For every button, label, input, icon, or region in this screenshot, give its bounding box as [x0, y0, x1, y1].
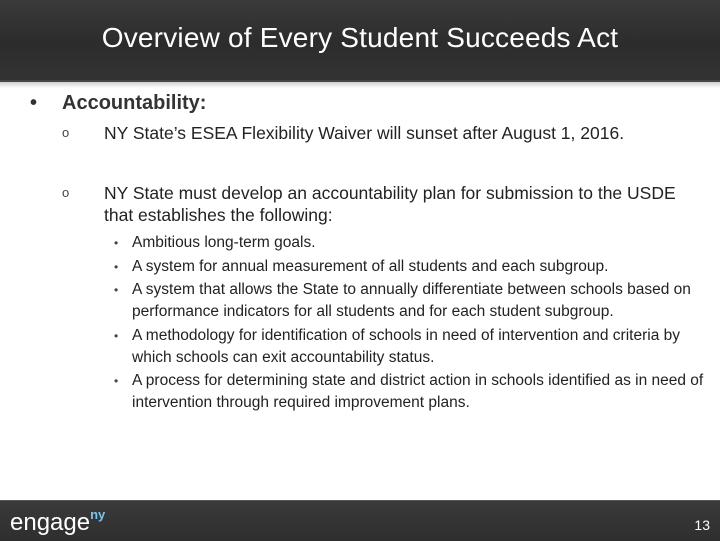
subpoint-item — [114, 370, 704, 414]
subpoint-text: A system that allows the State to annually differentiate between schools based on performance indicators for all students and for each student subgroup. — [132, 281, 691, 321]
circle-bullet-icon: o — [62, 125, 70, 140]
point-text: NY State’s ESEA Flexibility Waiver will sunset after August 1, 2016. — [104, 123, 625, 143]
point-text: NY State must develop an accountability plan for submission to the USDE that establishes the following: — [104, 183, 676, 225]
subpoint-text: A methodology for identification of schools in need of intervention and criteria by which schools can exit accountability status. — [132, 326, 680, 366]
heading-accountability — [30, 92, 206, 115]
subpoint-item — [114, 279, 704, 323]
slide-title: Overview of Every Student Succeeds Act — [101, 22, 619, 53]
logo-superscript: ny — [90, 507, 106, 522]
bullet-icon: • — [114, 374, 119, 389]
circle-bullet-icon: o — [62, 185, 70, 200]
subpoint-text: Ambitious long-term goals. — [132, 234, 316, 251]
slide-footer — [0, 500, 720, 541]
subpoint-text: A process for determining state and district action in schools identified as in need of intervention through required improvement plans. — [132, 372, 704, 412]
heading-text: Accountability: — [62, 92, 207, 114]
slide-header — [0, 0, 720, 82]
slide-number: 13 — [694, 517, 710, 533]
bullet-icon: • — [114, 236, 119, 250]
subpoint-item — [114, 232, 704, 254]
point-waiver — [62, 122, 698, 144]
bullet-icon: • — [114, 328, 119, 343]
bullet-icon: • — [30, 92, 38, 114]
bullet-icon: • — [114, 283, 119, 298]
engageny-logo — [10, 509, 105, 537]
bullet-icon: • — [114, 259, 119, 274]
logo-text: engage — [10, 509, 91, 536]
subpoint-list — [114, 232, 704, 416]
subpoint-item — [114, 256, 704, 278]
subpoint-text: A system for annual measurement of all students and each subgroup. — [132, 257, 609, 275]
point-accountability-plan — [62, 182, 698, 226]
subpoint-item — [114, 325, 704, 369]
